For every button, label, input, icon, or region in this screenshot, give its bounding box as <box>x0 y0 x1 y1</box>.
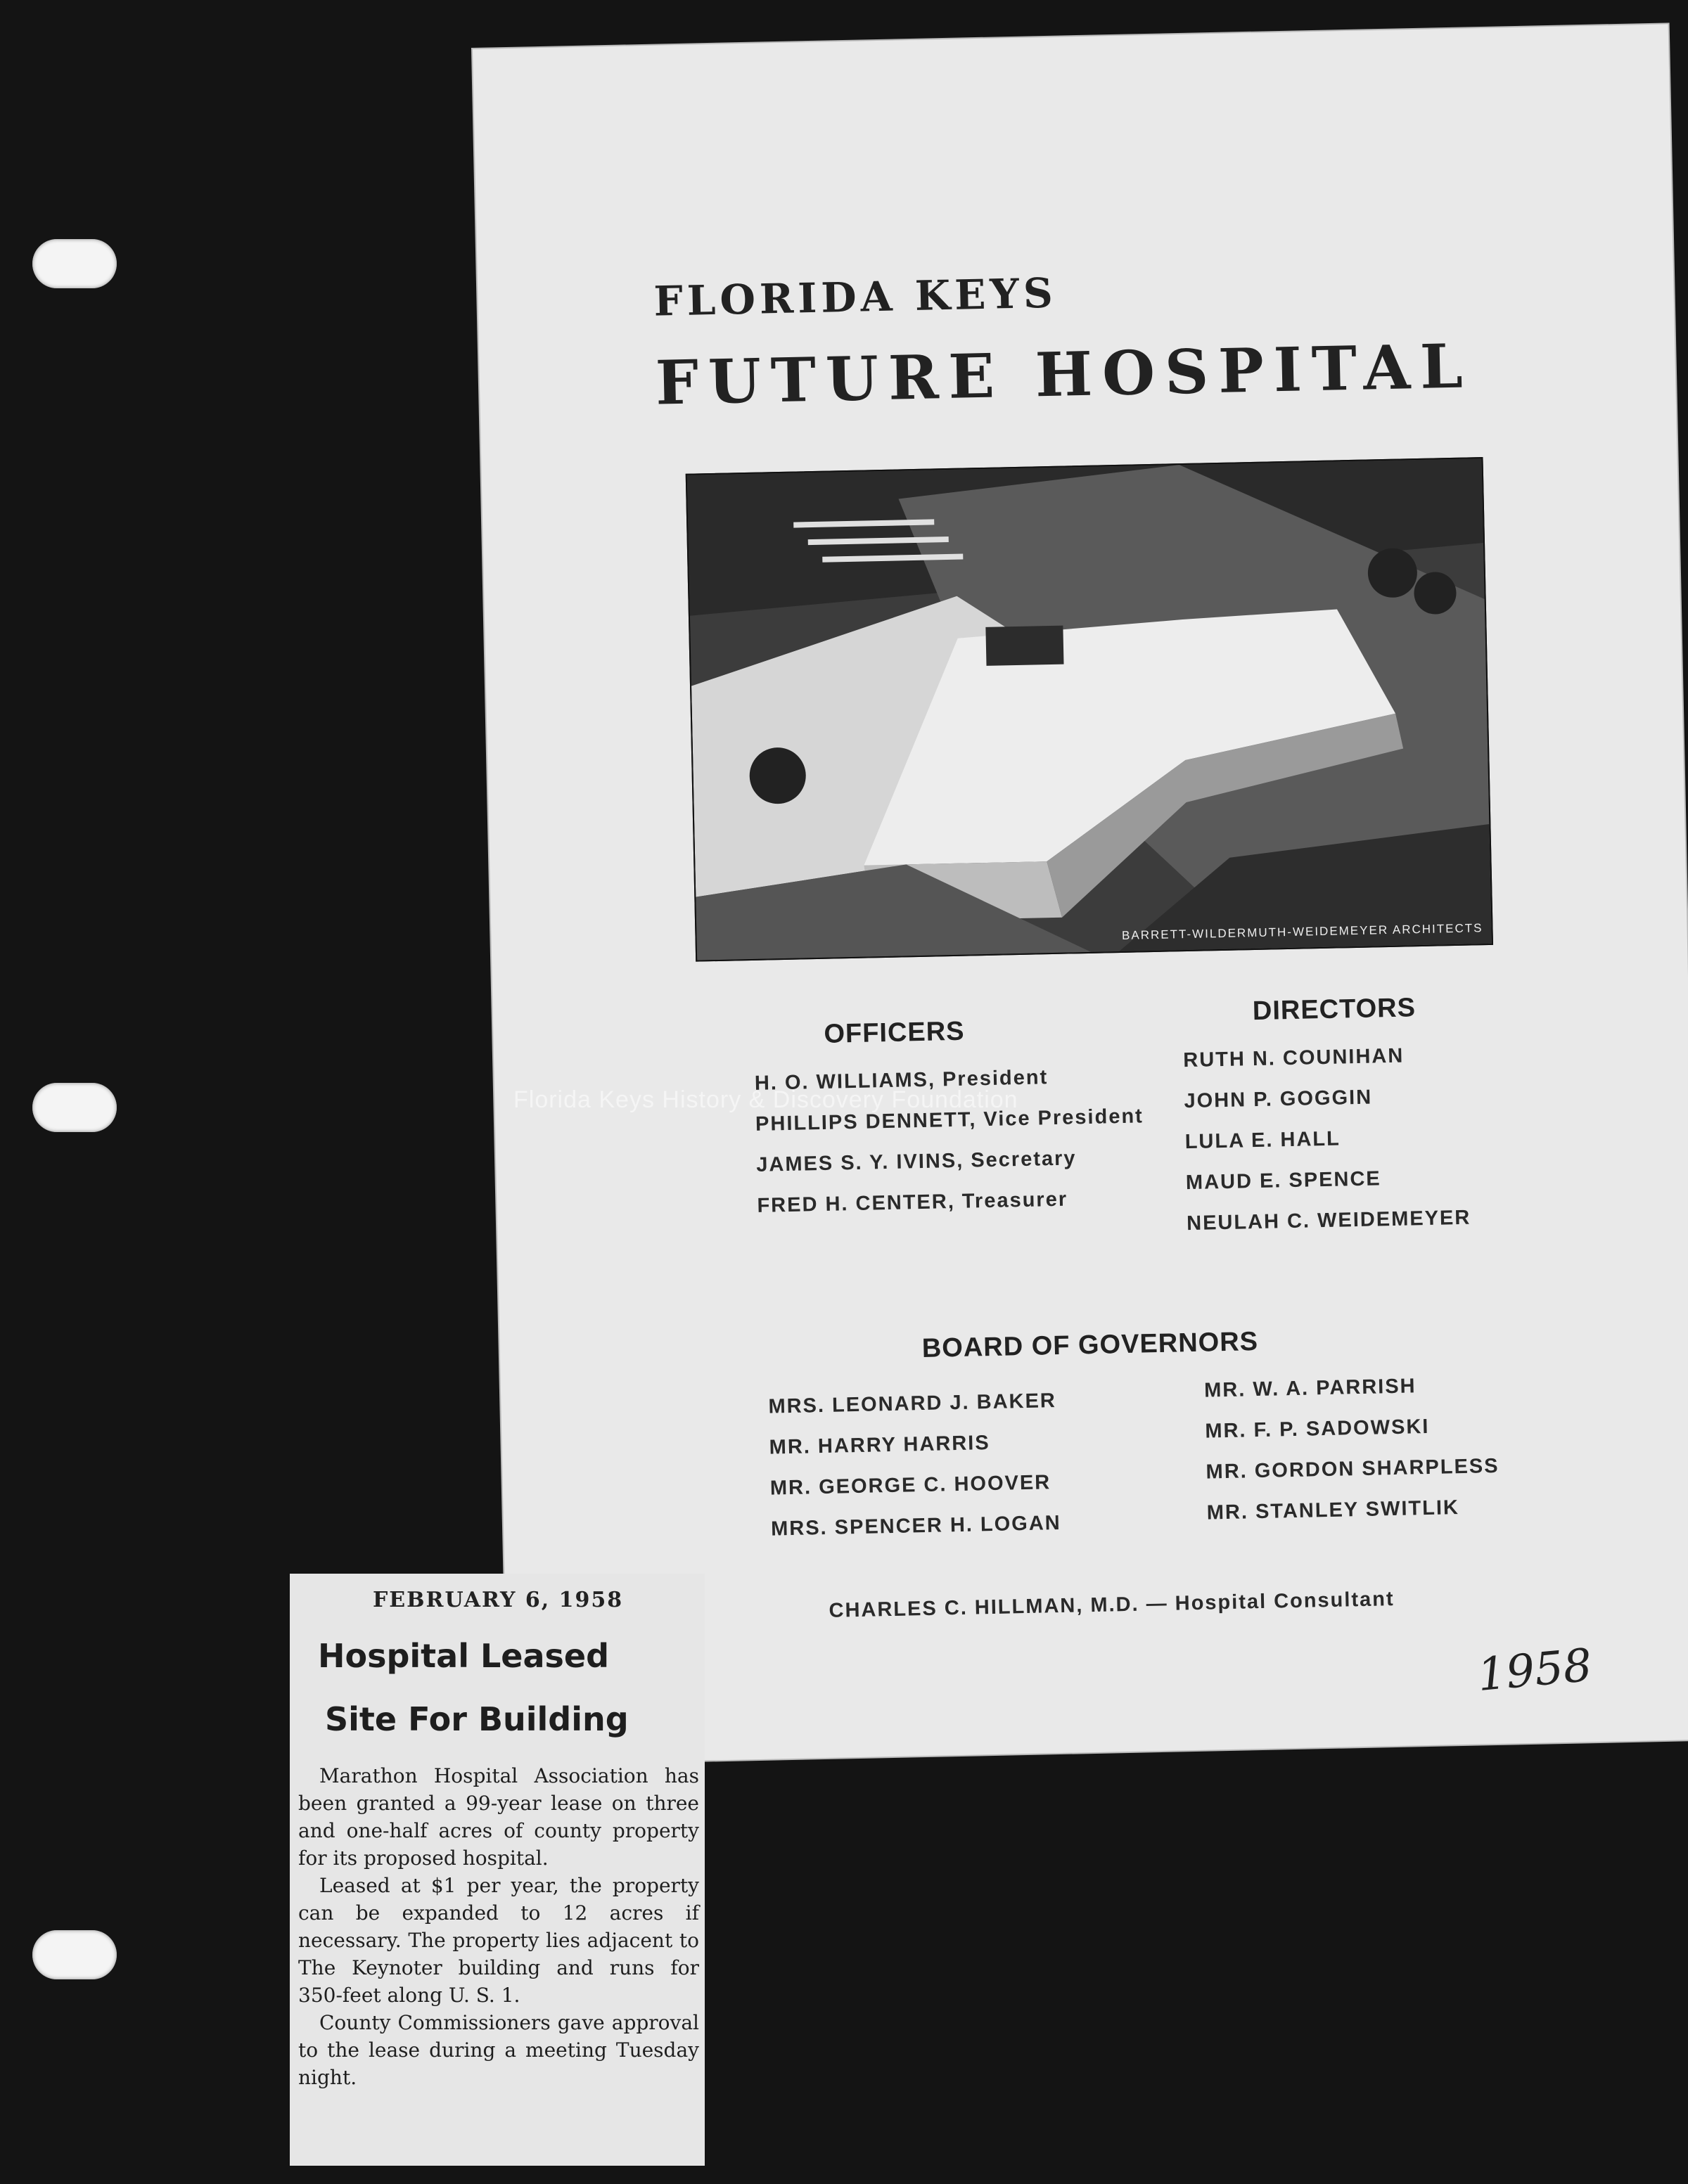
director-name: RUTH N. COUNIHAN <box>1183 1044 1405 1072</box>
officer-name: JAMES S. Y. IVINS, Secretary <box>755 1147 1077 1176</box>
governor-name: MRS. SPENCER H. LOGAN <box>770 1511 1062 1541</box>
director-name: NEULAH C. WEIDEMEYER <box>1186 1206 1471 1235</box>
flyer-headline: FUTURE HOSPITAL <box>654 330 1473 419</box>
hospital-consultant: CHARLES C. HILLMAN, M.D. — Hospital Consultant <box>829 1588 1395 1622</box>
governor-name: MRS. LEONARD J. BAKER <box>768 1389 1057 1418</box>
clipping-body <box>298 1762 699 2091</box>
governor-name: MR. W. A. PARRISH <box>1203 1375 1417 1402</box>
officers-list <box>754 1055 1146 1226</box>
director-name: JOHN P. GOGGIN <box>1184 1086 1373 1113</box>
punch-hole-middle <box>32 1083 117 1132</box>
punch-hole-bottom <box>32 1930 117 1979</box>
hospital-rendering-illustration <box>687 458 1492 961</box>
board-list-left <box>768 1380 1061 1550</box>
officer-name: H. O. WILLIAMS, President <box>754 1066 1049 1095</box>
clipping-paragraph: Marathon Hospital Association has been granted a 99-year lease on three and one-half acres of county property for its proposed hospital. <box>298 1764 699 1870</box>
board-heading: BOARD OF GOVERNORS <box>921 1327 1259 1364</box>
governor-name: MR. GORDON SHARPLESS <box>1206 1454 1500 1484</box>
directors-list <box>1183 1034 1471 1244</box>
governor-name: MR. STANLEY SWITLIK <box>1206 1496 1460 1524</box>
clipping-paragraph: County Commissioners gave approval to the lease during a meeting Tuesday night. <box>298 2011 699 2089</box>
handwritten-year: 1958 <box>1475 1639 1594 1702</box>
officer-name: PHILLIPS DENNETT, Vice President <box>755 1105 1144 1136</box>
director-name: LULA E. HALL <box>1184 1127 1341 1154</box>
director-name: MAUD E. SPENCE <box>1185 1167 1382 1195</box>
hospital-flyer <box>473 24 1688 1764</box>
directors-heading: DIRECTORS <box>1252 993 1417 1027</box>
clipping-headline-line1: Hospital Leased <box>318 1637 610 1675</box>
flyer-kicker: FLORIDA KEYS <box>653 269 1058 326</box>
clipping-date: FEBRUARY 6, 1958 <box>373 1588 624 1612</box>
clipping-paragraph: Leased at $1 per year, the property can be expanded to 12 acres if necessary. The property lies adjacent to The Keynoter building and runs for 350-feet along U. S. 1. <box>298 1874 699 2007</box>
architect-credit: BARRETT-WILDERMUTH-WEIDEMEYER ARCHITECTS <box>1121 921 1483 942</box>
officer-name: FRED H. CENTER, Treasurer <box>757 1188 1068 1217</box>
officers-heading: OFFICERS <box>824 1016 965 1049</box>
board-list-right <box>1204 1364 1501 1534</box>
punch-hole-top <box>32 239 117 288</box>
archive-watermark: Florida Keys History & Discovery Foundation <box>513 1086 1018 1113</box>
governor-name: MR. GEORGE C. HOOVER <box>769 1471 1051 1500</box>
governor-name: MR. F. P. SADOWSKI <box>1205 1415 1430 1443</box>
newspaper-clipping <box>290 1574 705 2166</box>
clipping-headline-line2: Site For Building <box>325 1700 629 1738</box>
governor-name: MR. HARRY HARRIS <box>769 1432 990 1459</box>
hospital-rendering <box>686 457 1493 962</box>
